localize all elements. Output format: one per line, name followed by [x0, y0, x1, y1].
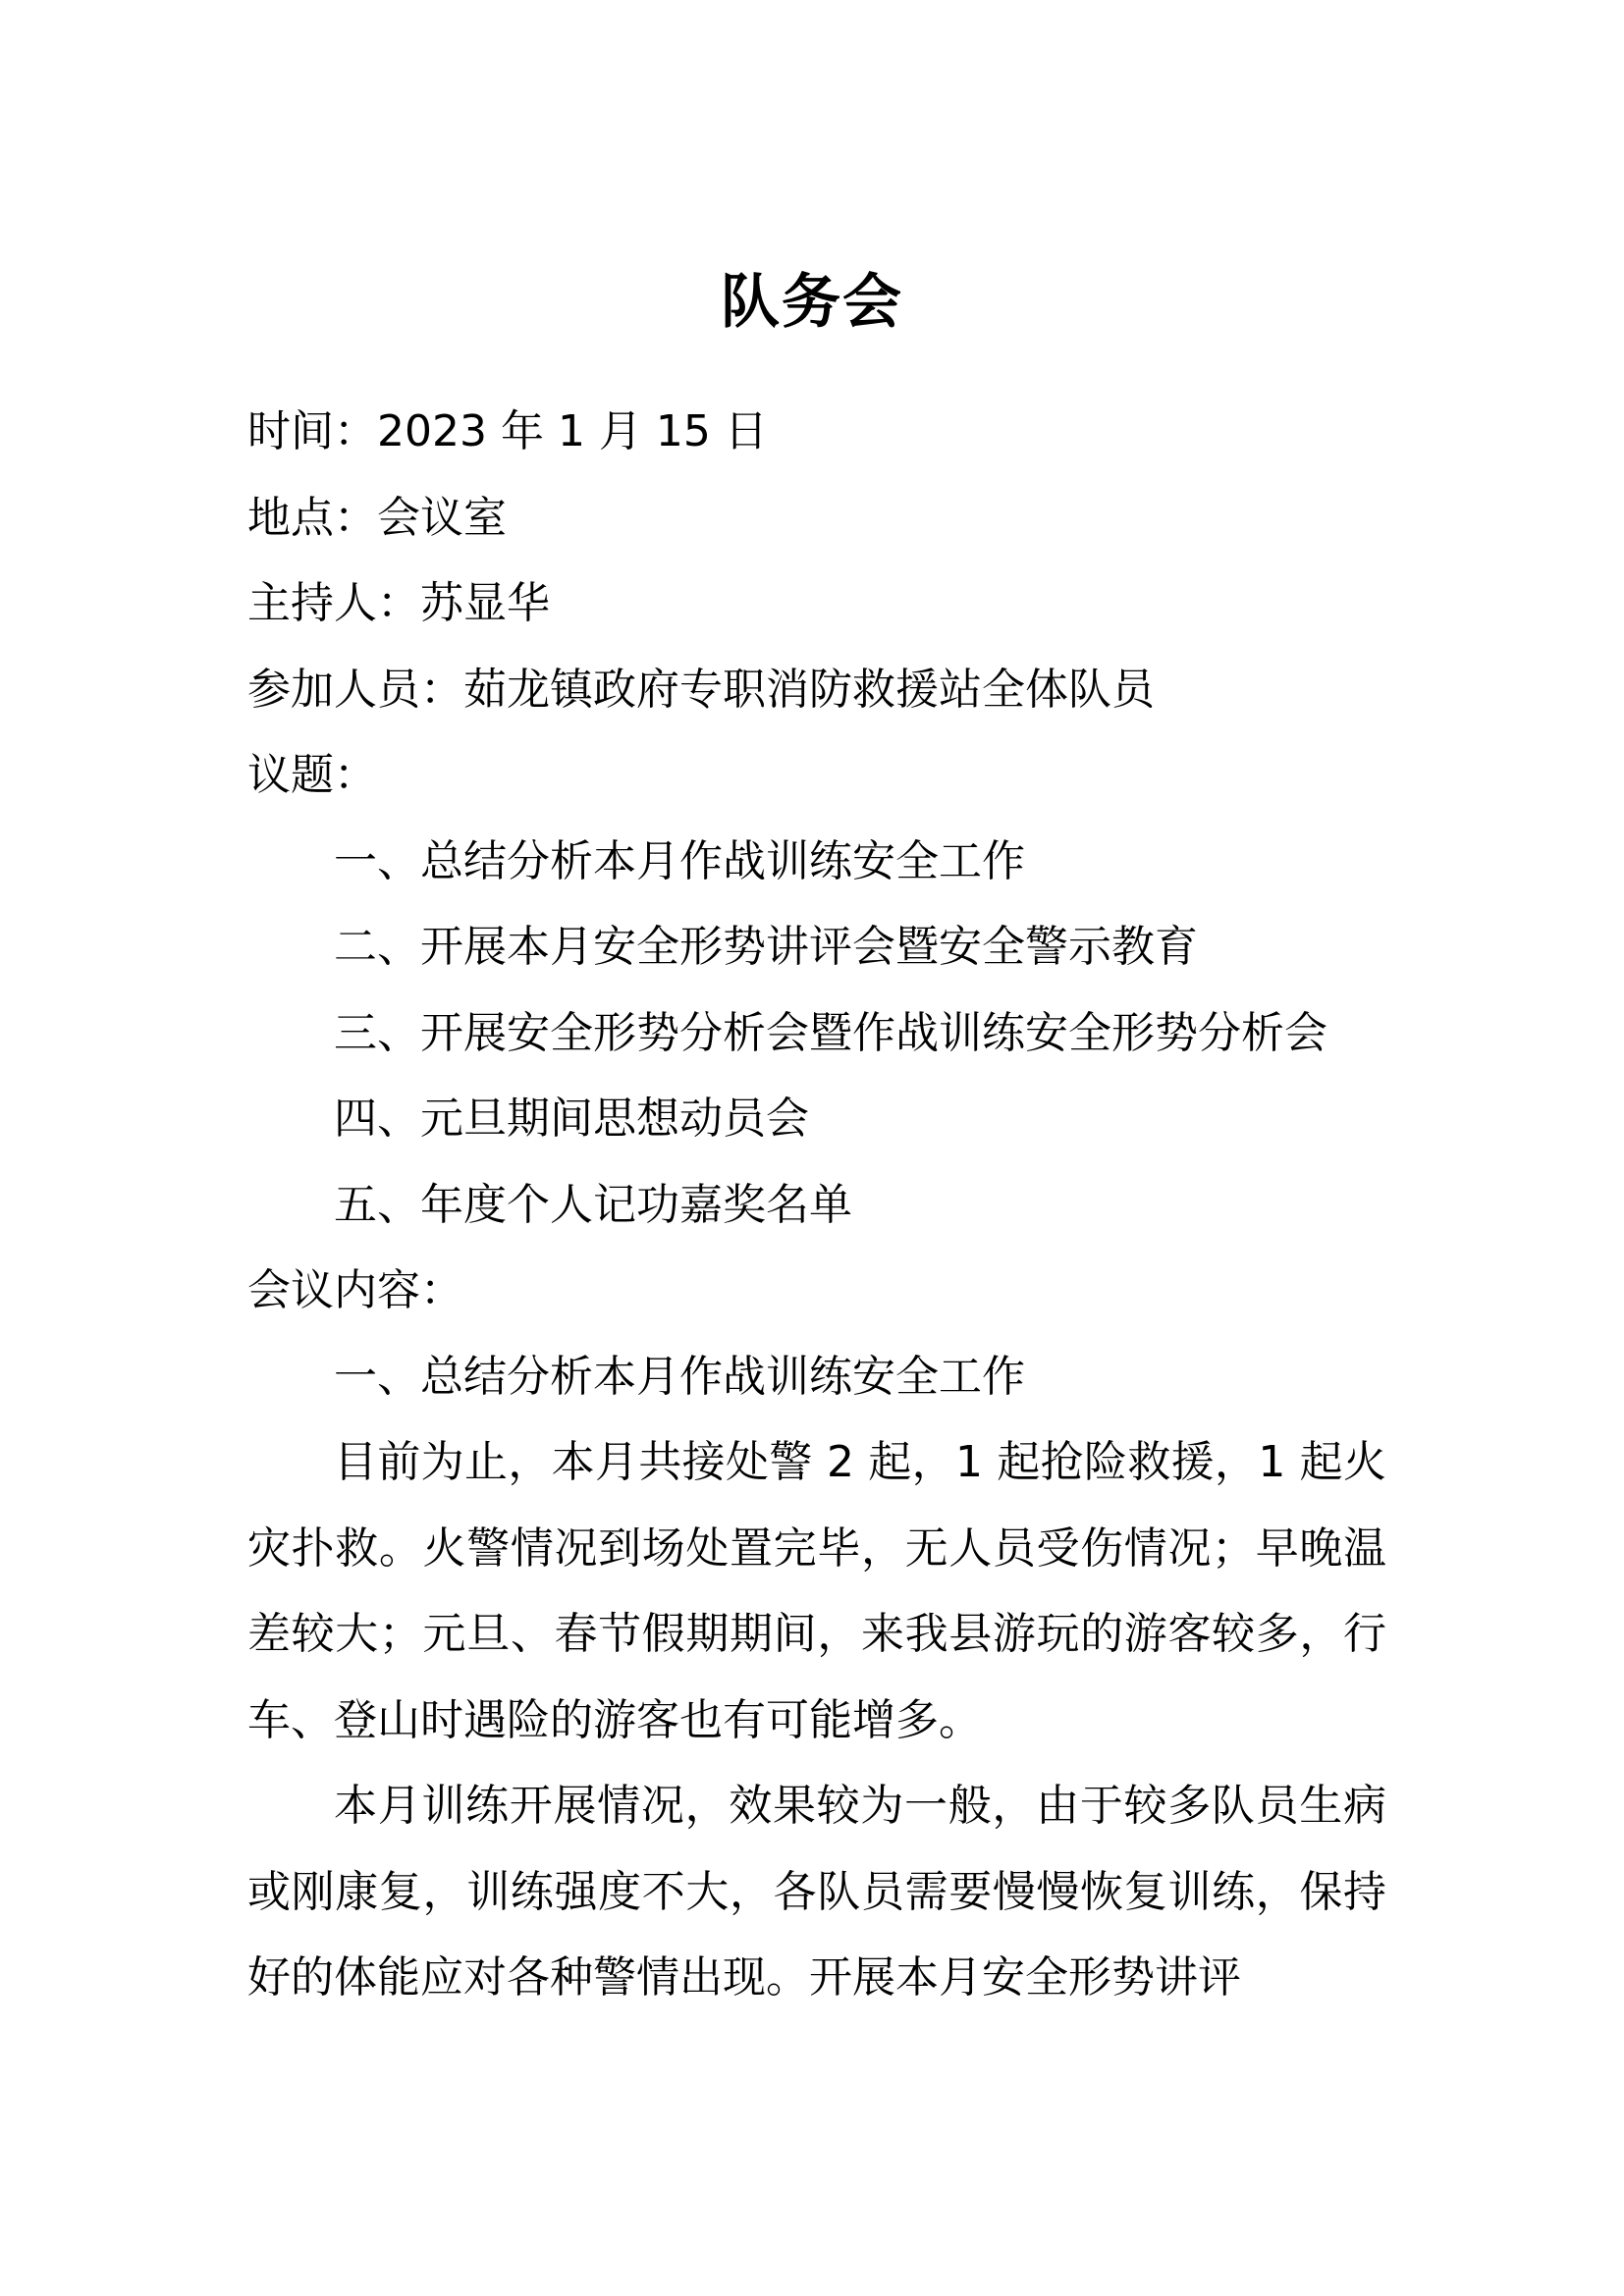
agenda-item: 五、年度个人记功嘉奖名单: [334, 1179, 852, 1230]
document-body: [247, 389, 1386, 2021]
content-heading: 会议内容：: [247, 1265, 463, 1315]
meeting-host: 主持人：苏显华: [247, 578, 550, 628]
content-section-heading: 一、总结分析本月作战训练安全工作: [334, 1351, 1025, 1402]
meeting-participants: 参加人员：茹龙镇政府专职消防救援站全体队员: [247, 664, 1155, 715]
document-title: 队务会: [721, 268, 903, 337]
agenda-item: 三、开展安全形势分析会暨作战训练安全形势分析会: [334, 1007, 1327, 1058]
meeting-time: 时间：2023 年 1 月 15 日: [247, 406, 768, 456]
agenda-item: 一、总结分析本月作战训练安全工作: [334, 835, 1025, 886]
meeting-place: 地点：会议室: [247, 492, 507, 543]
content-paragraph: 目前为止，本月共接处警 2 起，1 起抢险救援，1 起火灾扑救。火警情况到场处置完毕，无人员受伤情况；早晚温差较大；元旦、春节假期期间，来我县游玩的游客较多，行车、登山时遇险的游客也有可能增多。: [247, 1437, 1386, 1745]
agenda-item: 四、元旦期间思想动员会: [334, 1094, 809, 1144]
agenda-item: 二、开展本月安全形势讲评会暨安全警示教育: [334, 922, 1198, 972]
content-paragraph: 本月训练开展情况，效果较为一般，由于较多队员生病或刚康复，训练强度不大，各队员需要慢慢恢复训练，保持好的体能应对各种警情出现。开展本月安全形势讲评: [247, 1781, 1386, 2002]
agenda-heading: 议题：: [247, 750, 377, 800]
